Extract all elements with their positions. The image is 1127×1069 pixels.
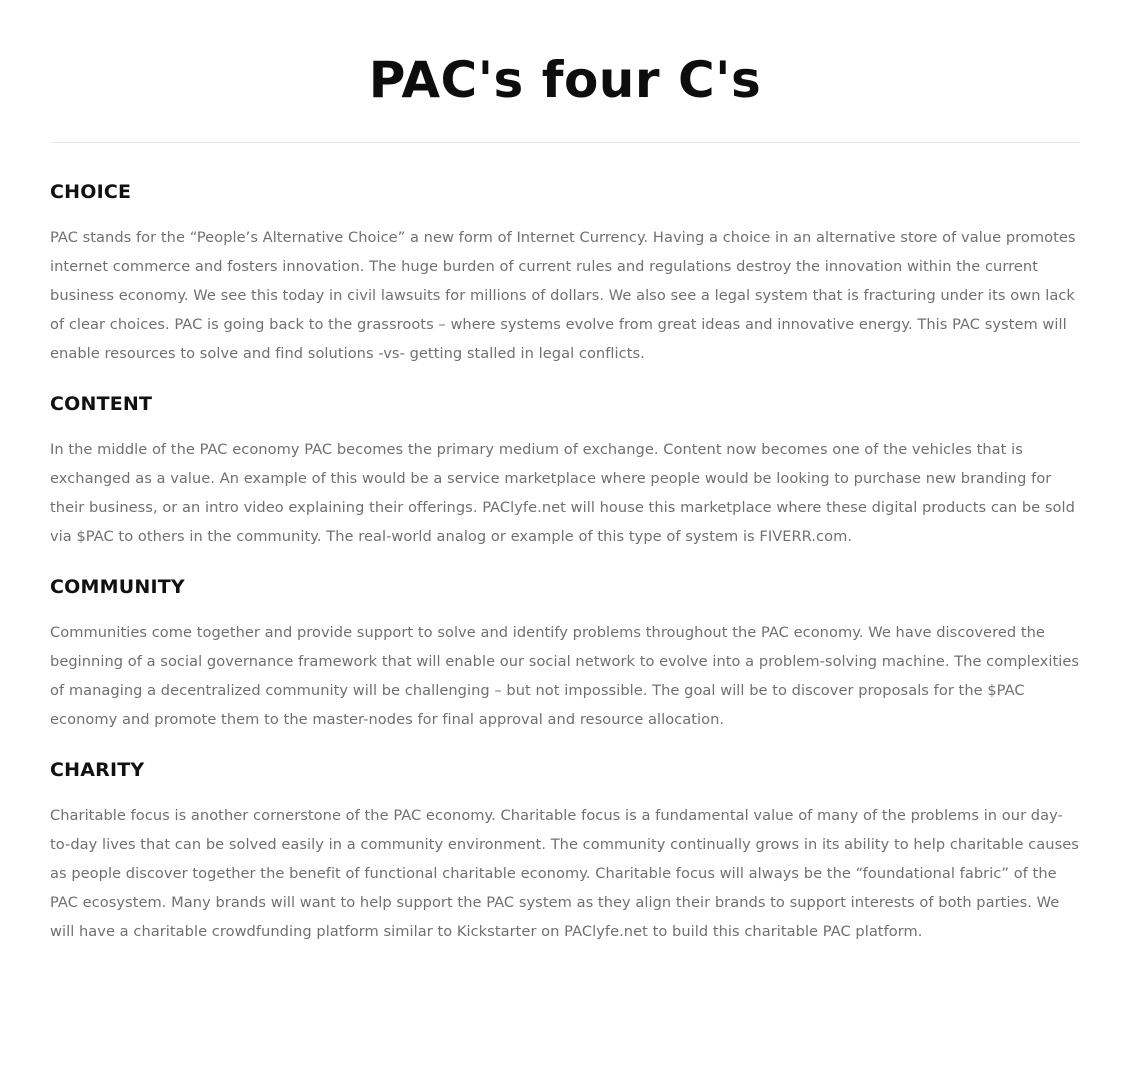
section-body-community: Communities come together and provide support to solve and identify problems throughout the PAC economy. We have discovered the beginning of a social governance framework that will enable our social network to evolve into a problem-solving machine. The complexities of managing a decentralized community will be challenging – but not impossible. The goal will be to discover proposals for the $PAC economy and promote them to the master-nodes for final approval and resource allocation. — [50, 624, 1080, 728]
section-heading-community: COMMUNITY — [50, 576, 185, 598]
page-title: PAC's four C's — [368, 51, 762, 109]
section-charity — [50, 758, 1080, 946]
section-heading-choice: CHOICE — [50, 181, 132, 203]
section-community — [50, 575, 1080, 734]
section-body-charity: Charitable focus is another cornerstone of the PAC economy. Charitable focus is a fundamental value of many of the problems in our day-to-day lives that can be solved easily in a community environment. The community continually grows in its ability to help charitable causes as people discover together the benefit of functional charitable economy. Charitable focus will always be the “foundational fabric” of the PAC ecosystem. Many brands will want to help support the PAC system as they align their brands to support interests of both parties. We will have a charitable crowdfunding platform similar to Kickstarter on PAClyfe.net to build this charitable PAC platform. — [50, 807, 1079, 940]
section-content — [50, 392, 1080, 551]
section-heading-content: CONTENT — [50, 393, 153, 415]
section-body-content: In the middle of the PAC economy PAC becomes the primary medium of exchange. Content now becomes one of the vehicles that is exchanged as a value. An example of this would be a service marketplace where people would be looking to purchase new branding for their business, or an intro video explaining their offerings. PAClyfe.net will house this marketplace where these digital products can be sold via $PAC to others in the community. The real-world analog or example of this type of system is FIVERR.com. — [50, 441, 1075, 545]
section-heading-charity: CHARITY — [50, 759, 145, 781]
page-content — [50, 0, 1080, 946]
section-choice — [50, 180, 1080, 368]
title-divider — [50, 142, 1080, 143]
section-body-choice: PAC stands for the “People’s Alternative Choice” a new form of Internet Currency. Having a choice in an alternative store of value promotes internet commerce and fosters innovation. The huge burden of current rules and regulations destroy the innovation within the current business economy. We see this today in civil lawsuits for millions of dollars. We also see a legal system that is fracturing under its own lack of clear choices. PAC is going back to the grassroots – where systems evolve from great ideas and innovative energy. This PAC system will enable resources to solve and find solutions -vs- getting stalled in legal conflicts. — [50, 229, 1076, 362]
